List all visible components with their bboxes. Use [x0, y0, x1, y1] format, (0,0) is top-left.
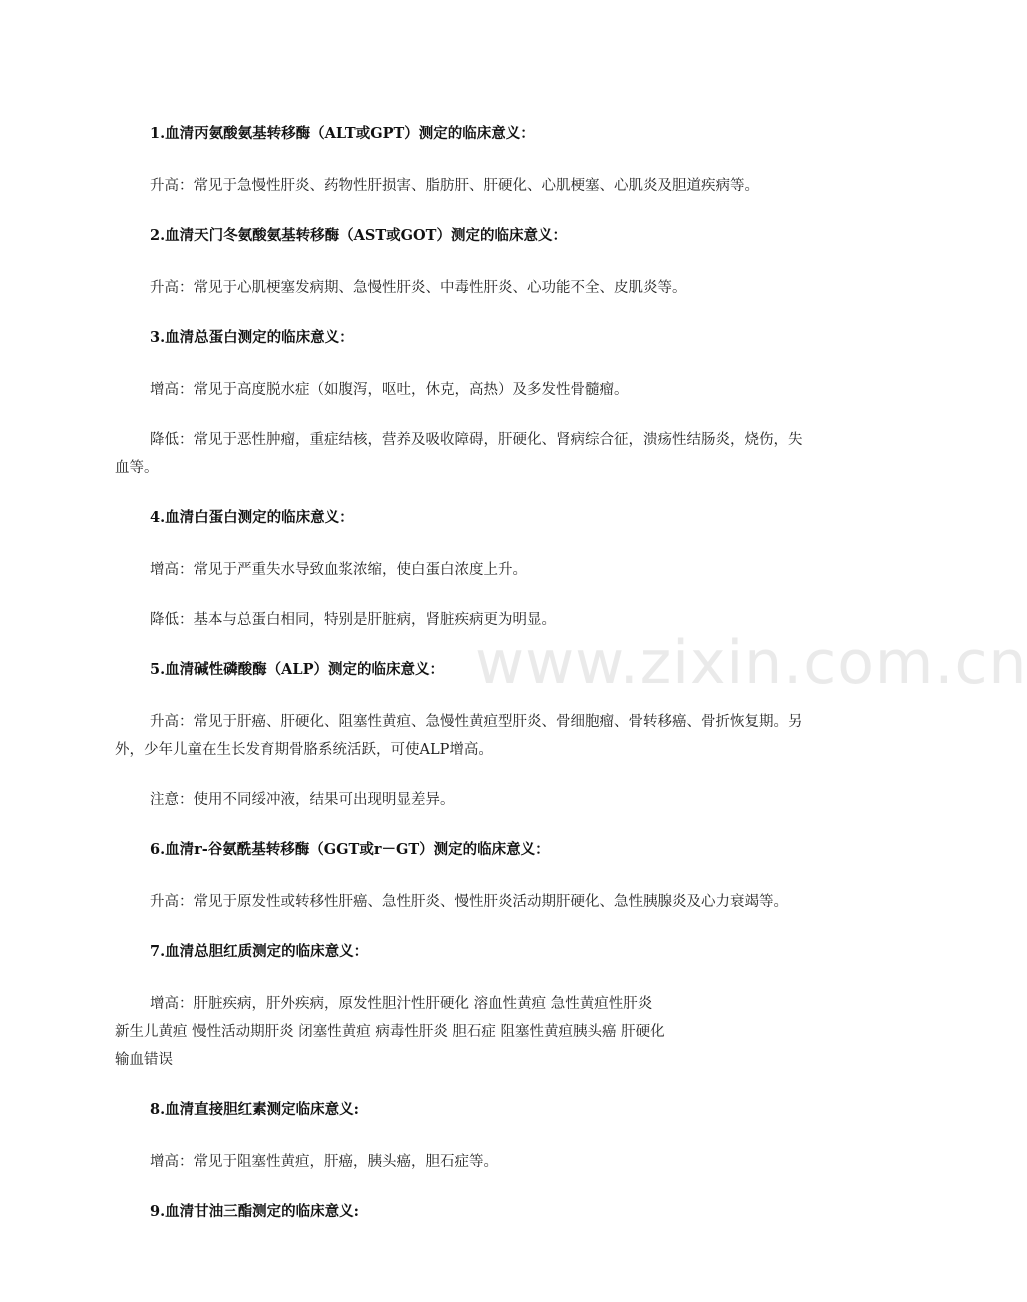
- section-5-paragraph-2: 注意：使用不同绥冲液，结果可出现明显差异。: [150, 792, 455, 808]
- document-body: [115, 120, 815, 1250]
- section-3-paragraph-1: 增高：常见于高度脱水症（如腹泻，呕吐，休克，高热）及多发性骨髓瘤。: [150, 382, 629, 398]
- section-8-paragraph-1: 增高：常见于阻塞性黄疸，肝癌，胰头癌，胆石症等。: [150, 1154, 498, 1170]
- section-7-line-2: 新生儿黄疸 慢性活动期肝炎 闭塞性黄疸 病毒性肝炎 胆石症 阻塞性黄疸胰头癌 肝硬化: [115, 1024, 665, 1040]
- section-heading-6: 6.血清r-谷氨酰基转移酶（GGT或r－GT）测定的临床意义：: [150, 841, 550, 858]
- section-6-paragraph-1: 升高：常见于原发性或转移性肝癌、急性肝炎、慢性肝炎活动期肝硬化、急性胰腺炎及心力衰竭等。: [150, 894, 788, 910]
- section-4-paragraph-1: 增高：常见于严重失水导致血浆浓缩，使白蛋白浓度上升。: [150, 562, 527, 578]
- section-4-paragraph-2: 降低：基本与总蛋白相同，特别是肝脏病，肾脏疾病更为明显。: [150, 612, 556, 628]
- section-heading-7: 7.血清总胆红质测定的临床意义：: [150, 943, 369, 960]
- section-7-line-3: 输血错误: [115, 1052, 173, 1068]
- section-heading-3: 3.血清总蛋白测定的临床意义：: [150, 329, 354, 346]
- section-heading-4: 4.血清白蛋白测定的临床意义：: [150, 509, 354, 526]
- section-heading-9: 9.血清甘油三酯测定的临床意义:: [150, 1203, 359, 1220]
- section-3-paragraph-2: 降低：常见于恶性肿瘤，重症结核，营养及吸收障碍，肝硬化、肾病综合征，溃疡性结肠炎，烧伤，失血等。: [115, 432, 803, 476]
- section-7-paragraph: [115, 990, 815, 1074]
- section-7-line-1: 增高：肝脏疾病，肝外疾病，原发性胆汁性肝硬化 溶血性黄疸 急性黄疸性肝炎: [150, 996, 653, 1012]
- section-1-paragraph-1: 升高：常见于急慢性肝炎、药物性肝损害、脂肪肝、肝硬化、心肌梗塞、心肌炎及胆道疾病等。: [150, 178, 759, 194]
- section-2-paragraph-1: 升高：常见于心肌梗塞发病期、急慢性肝炎、中毒性肝炎、心功能不全、皮肌炎等。: [150, 280, 687, 296]
- section-heading-8: 8.血清直接胆红素测定临床意义:: [150, 1101, 359, 1118]
- watermark-text: www.zixin.com.cn: [475, 628, 1027, 698]
- section-heading-1: 1.血清丙氨酸氨基转移酶（ALT或GPT）测定的临床意义：: [150, 125, 535, 142]
- section-5-paragraph-1: 升高：常见于肝癌、肝硬化、阻塞性黄疸、急慢性黄疸型肝炎、骨细胞瘤、骨转移癌、骨折恢复期。另外，少年儿童在生长发育期骨胳系统活跃，可使ALP增高。: [115, 714, 803, 758]
- section-heading-2: 2.血清天门冬氨酸氨基转移酶（AST或GOT）测定的临床意义：: [150, 227, 567, 244]
- section-heading-5: 5.血清碱性磷酸酶（ALP）测定的临床意义：: [150, 661, 444, 678]
